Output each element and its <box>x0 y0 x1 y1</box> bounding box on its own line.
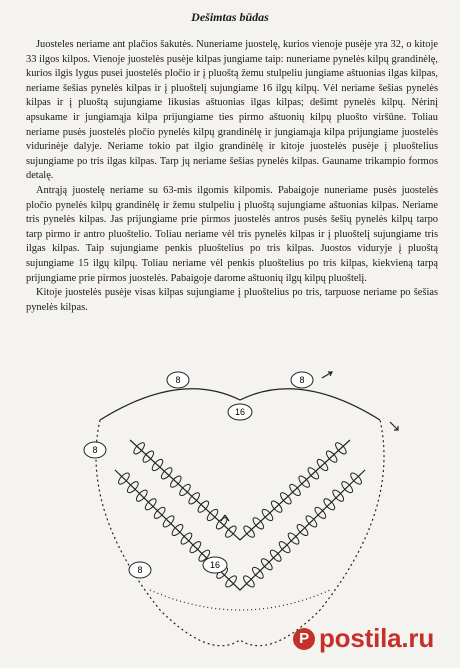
label-top-right: 8 <box>299 375 305 385</box>
arrow-right-icon <box>390 422 398 430</box>
label-bottom-left: 8 <box>137 565 143 575</box>
section-heading: Dešimtas būdas <box>191 10 269 24</box>
watermark-logo <box>293 623 434 654</box>
logo-p-icon: P <box>293 628 315 650</box>
strip-inner-mid <box>115 470 365 590</box>
label-top-center: 16 <box>234 407 246 417</box>
label-bottom-center: 16 <box>209 560 221 570</box>
label-top-left: 8 <box>175 375 181 385</box>
paragraph-2: Antrąją juostelę neriame su 63-mis ilgomis kilpomis. Pabaigoje nuneriame pusės juostelės pločio pynelės kilpų grandinėlę ir žemu stulpeliu į pluoštą sujungiame aštuonias kilpas. Neriame tris pynelės kilpas. Jas prijungiame prie pirmos juostelės antros pusės šešių pynelės kilpų tarpo tarp pirmo ir antro pluoštelio. Toliau neriame vėl tris pynelės kilpas ir į pluoštelį sujungiame tris ilgas kilpas. Taip sujungiame penkis pluoštelius po tris kilpas. Juostos viduryje į pluoštą sujungiame 15 ilgų kilpų. Toliau neriame vėl penkis pluoštelius po tris kilpas, kiekvieną tarpą prijungiame prie pirmos juostelės. Pabaigoje daromе aštuonių ilgų kilpų pluoštelį. <box>26 184 438 284</box>
label-mid-left: 8 <box>92 445 98 455</box>
outline-bottom <box>96 420 384 646</box>
paragraph-3: Kitoje juostelės pusėje visas kilpas sujungiame į pluoštelius po tris, tarpuose neriame po šešias pynelės kilpas. <box>26 287 438 313</box>
crochet-pattern-diagram <box>60 360 420 660</box>
strip-inner-bottom <box>150 590 330 610</box>
paragraph-1: Juosteles neriame ant plačios šakutės. Nuneriame juostelę, kurios vienoje pusėje yra 32, o kitoje 33 ilgos kilpos. Vienoje juostelės pusėje kilpas jungiame taip: nuneriame pynelės kilpų grandinėlę, kurios ilgis lygus pusei juostelės pločio ir į pluoštą žemu stulpeliu jungiame aštuonias ilgas kilpas, neriame šešias pynelės kilpas ir į pluoštelį sujungiame 16 ilgų kilpų. Vėl neriame šešias pynelės kilpas ir į pluoštą sujungiame likusias aštuonias ilgas kilpas; dešimt pynelės kilpų. Nėrinį apsukame ir jungiamąja kilpa prijungiame ties pirmo aštuonių kilpų pluošto viršūne. Toliau neriame pusės juostelės pločio pynelės kilpų grandinėlę ir jungiamąja kilpa prijungiame juostelės vidurinėje dalyje. Neriame tokio pat ilgio grandinėlę ir kitoje juostelės pusėje į pluoštelius sujungiame po tris ilgas kilpas. Tarp jų neriame šešias pynelės kilpas. Gauname trikampio formos detalę. <box>26 39 438 182</box>
body-text <box>26 38 438 315</box>
arrow-top-right-icon <box>322 372 332 378</box>
watermark-text: postila.ru <box>318 623 434 653</box>
